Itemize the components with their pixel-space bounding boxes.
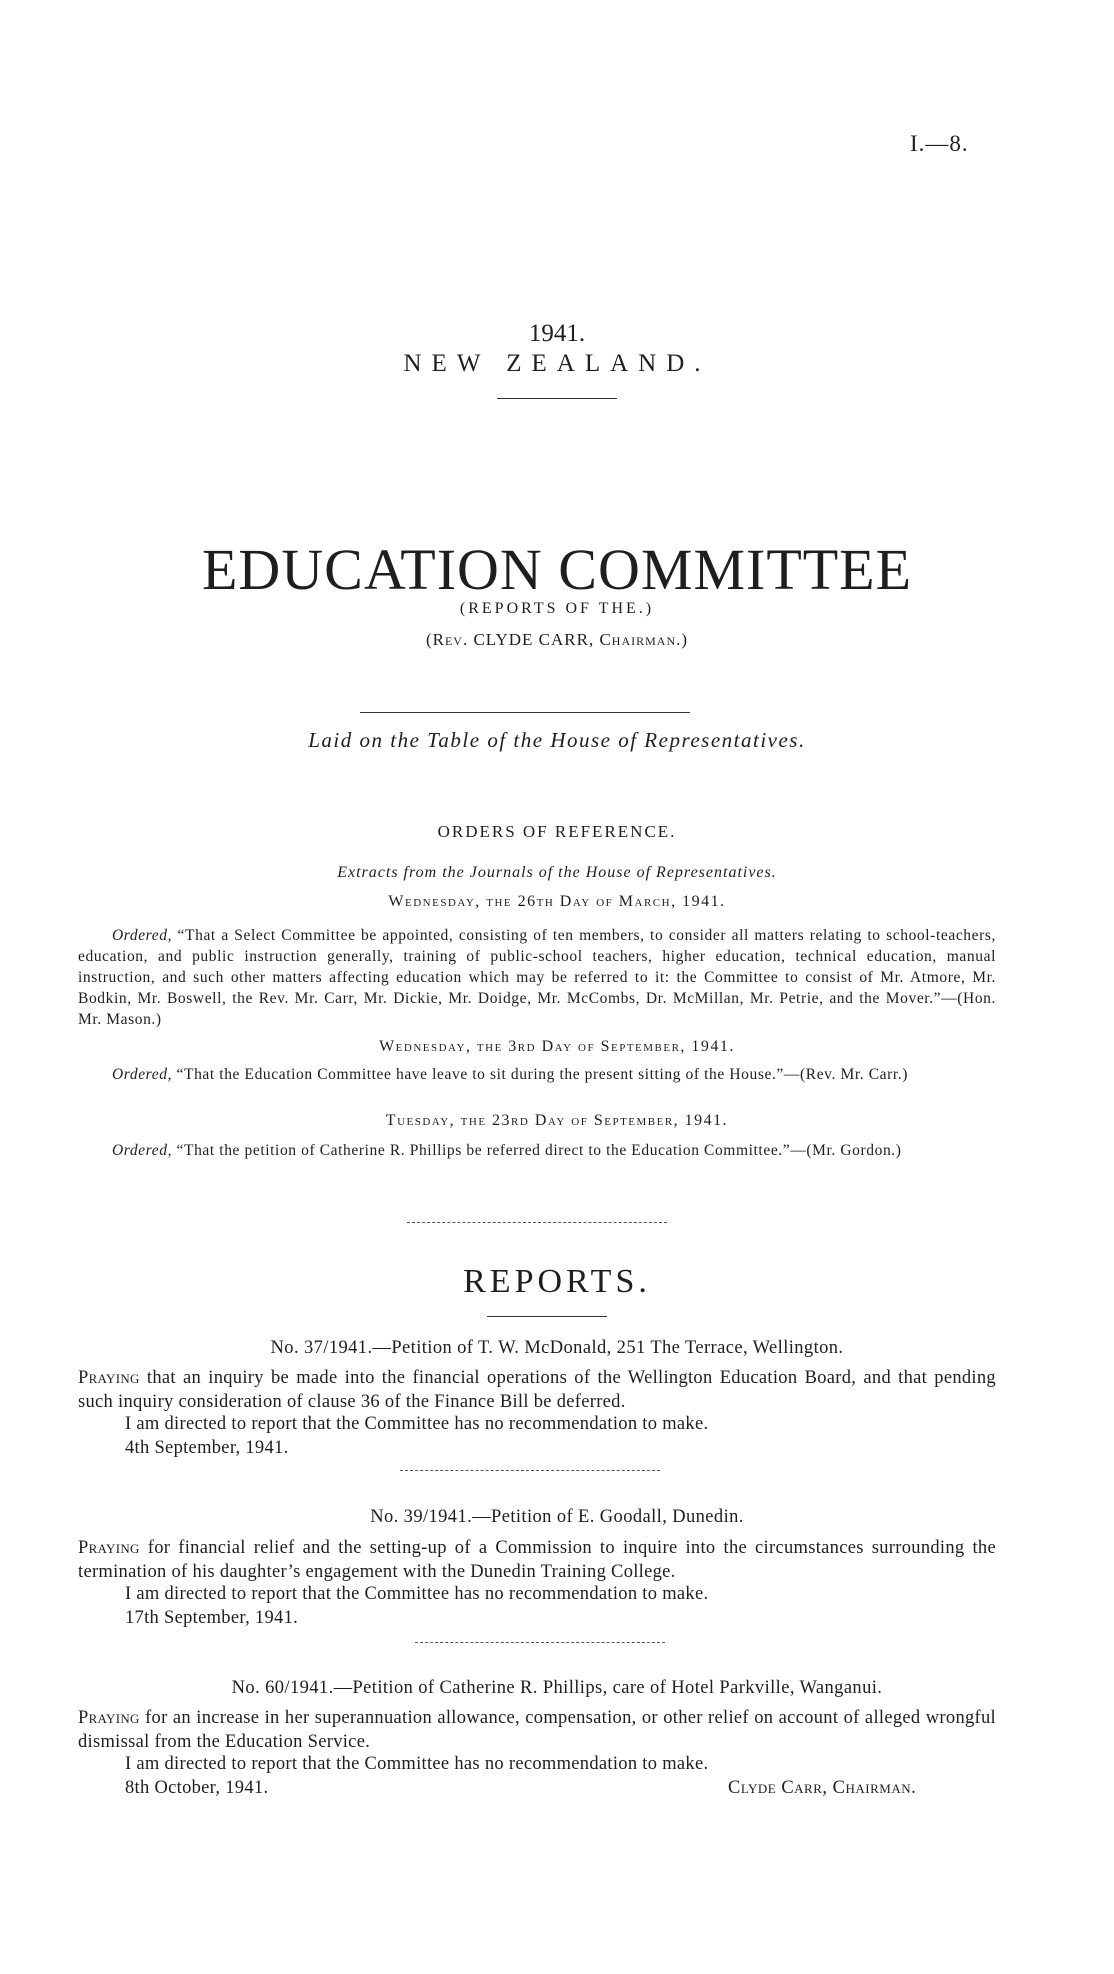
praying-label: Praying [78, 1708, 140, 1728]
divider [400, 1470, 660, 1471]
petition-heading: No. 39/1941.—Petition of E. Goodall, Dunedin. [370, 1507, 744, 1527]
order-paragraph [78, 925, 996, 1030]
report-date: 17th September, 1941. [125, 1608, 299, 1628]
divider [487, 1316, 607, 1317]
document-subtitle: (REPORTS OF THE.) [459, 600, 655, 617]
ordered-label: Ordered, [112, 1066, 173, 1083]
order-paragraph [78, 1064, 996, 1085]
divider [360, 712, 690, 713]
divider [415, 1642, 665, 1643]
report-statement: I am directed to report that the Committee has no recommendation to make. [125, 1414, 709, 1434]
report-date: 4th September, 1941. [125, 1438, 289, 1458]
laid-on-table: Laid on the Table of the House of Representatives. [308, 728, 806, 752]
order-text: “That the petition of Catherine R. Phillips be referred direct to the Education Committee.”—(Mr. Gordon.) [176, 1142, 902, 1159]
country: NEW ZEALAND. [403, 350, 711, 377]
report-date: 8th October, 1941. [125, 1778, 269, 1798]
praying-text: that an inquiry be made into the financial operations of the Wellington Education Board, and that pending such inquiry consideration of clause 36 of the Finance Bill be deferred. [78, 1368, 996, 1412]
praying-label: Praying [78, 1368, 140, 1388]
ordered-label: Ordered, [112, 927, 173, 944]
report-statement: I am directed to report that the Committee has no recommendation to make. [125, 1584, 709, 1604]
divider [407, 1222, 667, 1223]
divider [497, 398, 617, 399]
praying-text: for financial relief and the setting-up of a Commission to inquire into the circumstances surrounding the termination of his daughter’s engagement with the Dunedin Training College. [78, 1538, 996, 1582]
petition-heading: No. 60/1941.—Petition of Catherine R. Phillips, care of Hotel Parkville, Wanganui. [231, 1678, 883, 1698]
chairman-signature: Clyde Carr, Chairman. [728, 1778, 917, 1798]
page-reference: I.—8. [910, 131, 969, 156]
document-title: EDUCATION COMMITTEE [201, 537, 913, 602]
petition-heading: No. 37/1941.—Petition of T. W. McDonald, 251 The Terrace, Wellington. [270, 1338, 844, 1358]
praying-label: Praying [78, 1538, 140, 1558]
order-date: Wednesday, the 3rd Day of September, 1941. [379, 1038, 735, 1055]
report-statement: I am directed to report that the Committee has no recommendation to make. [125, 1754, 709, 1774]
year: 1941. [528, 320, 586, 347]
extracts-line: Extracts from the Journals of the House of Representatives. [337, 864, 777, 881]
order-date: Wednesday, the 26th Day of March, 1941. [388, 893, 726, 910]
chairman-line: (Rev. CLYDE CARR, Chairman.) [425, 630, 689, 649]
praying-paragraph [78, 1366, 996, 1414]
order-text: “That a Select Committee be appointed, consisting of ten members, to consider all matters relating to school-teachers, education, and public instruction generally, training of public-school teachers, higher education, technical education, manual instruction, and such other matters affecting education which may be referred to it: the Committee to consist of Mr. Atmore, Mr. Bodkin, Mr. Boswell, the Rev. Mr. Carr, Mr. Dickie, Mr. Doidge, Mr. McCombs, Dr. McMillan, Mr. Petrie, and the Mover.”—(Hon. Mr. Mason.) [78, 927, 996, 1028]
order-date: Tuesday, the 23rd Day of September, 1941. [385, 1112, 729, 1129]
praying-text: for an increase in her superannuation allowance, compensation, or other relief on account of alleged wrongful dismissal from the Education Service. [78, 1708, 996, 1752]
praying-paragraph [78, 1536, 996, 1584]
orders-heading: ORDERS OF REFERENCE. [437, 822, 677, 841]
ordered-label: Ordered, [112, 1142, 173, 1159]
praying-paragraph [78, 1706, 996, 1754]
reports-heading: REPORTS. [463, 1263, 651, 1300]
order-paragraph [78, 1140, 996, 1161]
order-text: “That the Education Committee have leave to sit during the present sitting of the House.”—(Rev. Mr. Carr.) [176, 1066, 909, 1083]
